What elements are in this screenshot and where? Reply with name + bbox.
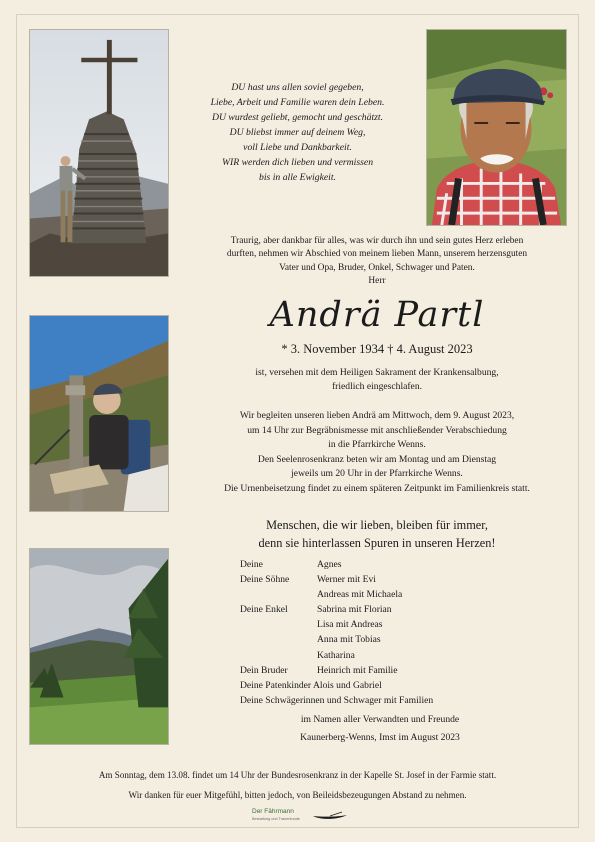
logo-tagline: Bestattung und Trauerkunde — [252, 817, 300, 821]
intro-text — [182, 235, 572, 288]
poem-line: bis in alle Ewigkeit. — [259, 172, 336, 183]
poem-line: DU wurdest geliebt, gemocht und geschätzt. — [211, 112, 384, 123]
relation-label: Deine — [240, 559, 263, 570]
sacrament-line: ist, versehen mit dem Heiligen Sakrament der Krankensalbung, — [255, 367, 499, 378]
family-names: Anna mit Tobias — [317, 634, 381, 646]
relation-label: Dein Bruder — [240, 664, 288, 676]
quote-line: denn sie hinterlassen Spuren in unseren Herzen! — [258, 535, 496, 550]
family-names: Andreas mit Michaela — [317, 589, 403, 601]
relatives-row — [240, 714, 520, 729]
family-names: Werner mit Evi — [317, 574, 376, 586]
family-row — [240, 665, 520, 680]
funeral-details — [182, 409, 572, 497]
thanks-note: Wir danken für euer Mitgefühl, bitten jedoch, von Beileidsbezeugungen Abstand zu nehmen. — [128, 790, 467, 800]
deceased-name: Andrä Partl — [269, 295, 485, 335]
relation-label: Deine Enkel — [240, 604, 288, 616]
family-names: Lisa mit Andreas — [317, 619, 383, 631]
in-laws-text: Deine Schwägerinnen und Schwager mit Familien — [240, 694, 434, 706]
sacrament-text — [182, 366, 572, 394]
godchildren-text: Deine Patenkinder Alois und Gabriel — [240, 679, 382, 691]
family-row — [240, 634, 520, 649]
relatives-text: im Namen aller Verwandten und Freunde — [300, 713, 460, 725]
family-row — [240, 589, 520, 604]
godchildren-row — [240, 680, 520, 695]
place-date: Kaunerberg-Wenns, Imst im August 2023 — [300, 732, 460, 744]
in-laws-row — [240, 695, 520, 710]
funeral-line: Die Urnenbeisetzung findet zu einem späteren Zeitpunkt im Familienkreis statt. — [224, 482, 530, 494]
hiker-resting-photo — [29, 315, 169, 512]
portrait-photo — [426, 29, 567, 226]
family-list — [240, 559, 520, 747]
mountain-landscape-photo — [29, 548, 169, 745]
family-row — [240, 574, 520, 589]
summit-cross-photo — [29, 29, 169, 277]
poem-line: DU bliebst immer auf deinem Weg, — [229, 127, 366, 138]
family-row — [240, 604, 520, 619]
sacrament-line: friedlich eingeschlafen. — [331, 381, 423, 392]
poem-line: Liebe, Arbeit und Familie waren dein Leben. — [210, 97, 385, 108]
life-dates: * 3. November 1934 † 4. August 2023 — [281, 342, 473, 356]
funeral-line: in die Pfarrkirche Wenns. — [328, 439, 426, 451]
funeral-line: Wir begleiten unseren lieben Andrä am Mittwoch, dem 9. August 2023, — [239, 410, 515, 421]
quote-line: Menschen, die wir lieben, bleiben für immer, — [266, 518, 488, 532]
memorial-quote — [182, 517, 572, 552]
family-names: Heinrich mit Familie — [317, 664, 398, 676]
family-names: Katharina — [317, 649, 355, 661]
family-names: Agnes — [317, 559, 342, 570]
funeral-line: jeweils um 20 Uhr in der Pfarrkirche Wenns. — [291, 468, 463, 480]
relation-label: Deine Söhne — [240, 574, 290, 586]
poem-line: DU hast uns allen soviel gegeben, — [231, 82, 364, 93]
place-date-row — [240, 732, 520, 747]
intro-line: Traurig, aber dankbar für alles, was wir durch ihn und sein gutes Herz erleben — [230, 236, 524, 246]
intro-line: durften, nehmen wir Abschied von meinem lieben Mann, unserem herzensguten — [226, 249, 528, 260]
family-row — [240, 619, 520, 634]
family-names: Sabrina mit Florian — [317, 604, 392, 616]
poem-line: WIR werden dich lieben und vermissen — [221, 157, 374, 168]
family-row — [240, 559, 520, 574]
poem-line: voll Liebe und Dankbarkeit. — [243, 142, 352, 153]
funeral-line: Den Seelenrosenkranz beten wir am Montag und am Dienstag — [257, 453, 497, 465]
boat-icon — [312, 811, 348, 821]
poem — [175, 80, 420, 185]
family-row — [240, 650, 520, 665]
intro-line: Vater und Opa, Bruder, Onkel, Schwager und Paten. — [279, 262, 475, 273]
funeral-home-logo — [252, 808, 352, 826]
intro-line: Herr — [368, 275, 386, 286]
logo-name: Der Fährmann — [252, 808, 294, 815]
rosary-note: Am Sonntag, dem 13.08. findet um 14 Uhr der Bundesrosenkranz in der Kapelle St. Josef in der Farmie statt. — [98, 770, 497, 780]
funeral-line: um 14 Uhr zur Begräbnismesse mit anschließender Verabschiedung — [247, 424, 507, 436]
